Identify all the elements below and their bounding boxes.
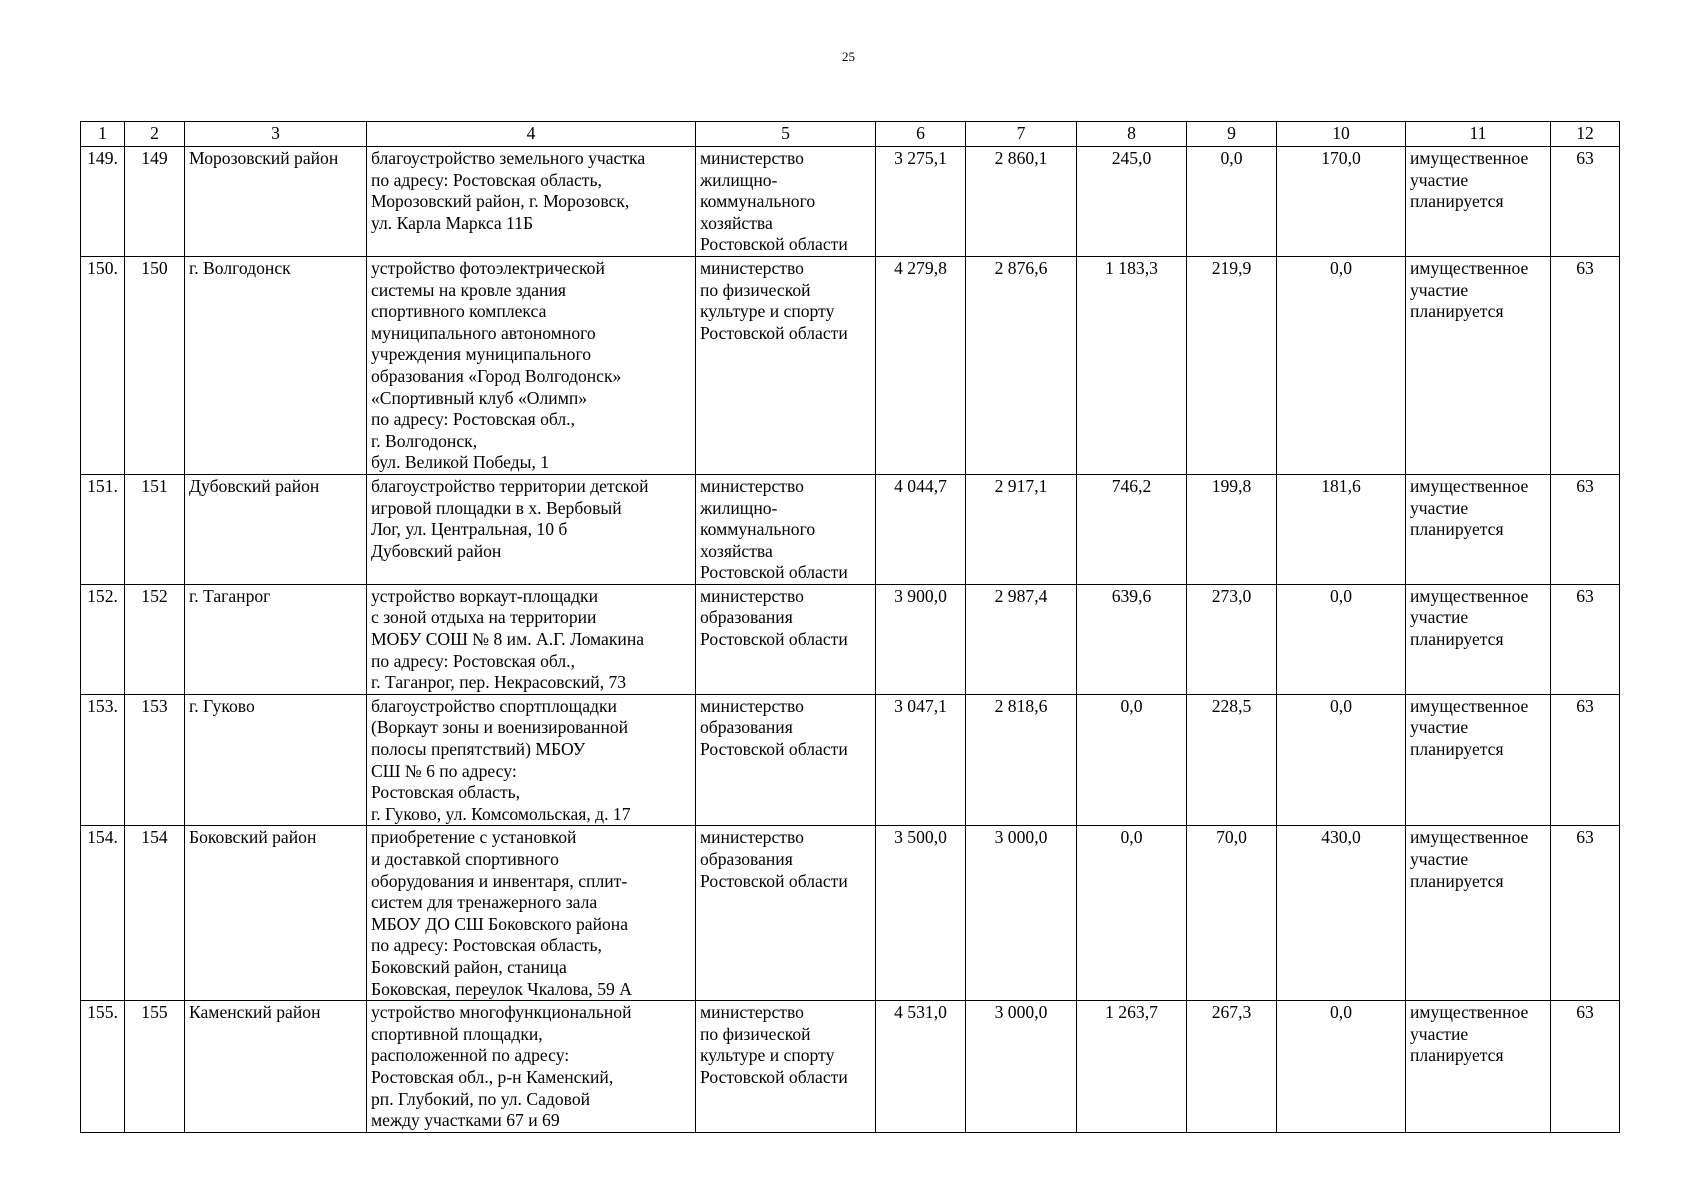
ministry-cell (696, 474, 876, 584)
ministry-cell-line: министерство (700, 1002, 804, 1023)
participation-cell (1406, 826, 1551, 1001)
object-cell-line: устройство многофункциональной (371, 1002, 632, 1023)
object-cell-line: благоустройство спортплощадки (371, 695, 617, 716)
participation-cell-line: имущественное (1410, 475, 1529, 496)
ministry-cell-line: образования (700, 607, 793, 628)
value-col6-cell: 3 275,1 (876, 147, 966, 257)
object-cell-line: бул. Великой Победы, 1 (371, 452, 550, 473)
value-col9-cell: 273,0 (1187, 584, 1277, 694)
table-row (81, 826, 1620, 1001)
value-col7-cell: 3 000,0 (966, 826, 1077, 1001)
value-col6-cell: 4 279,8 (876, 256, 966, 474)
value-col7-cell: 2 876,6 (966, 256, 1077, 474)
participation-cell-line: имущественное (1410, 585, 1529, 606)
value-col9-cell: 199,8 (1187, 474, 1277, 584)
municipality-cell: г. Волгодонск (185, 256, 367, 474)
participation-cell-line: планируется (1410, 191, 1504, 212)
value-col9-cell: 219,9 (1187, 256, 1277, 474)
object-cell-line: системы на кровле здания (371, 279, 567, 300)
participation-cell-line: планируется (1410, 629, 1504, 650)
row-index-cell: 149. (81, 147, 125, 257)
column-header: 3 (185, 122, 367, 147)
object-cell-line: г. Волгодонск, (371, 430, 478, 451)
row-index-cell: 155. (81, 1001, 125, 1133)
row-index-cell: 150. (81, 256, 125, 474)
ministry-cell-line: хозяйства (700, 212, 773, 233)
object-cell-line: систем для тренажерного зала (371, 892, 598, 913)
value-col12-cell: 63 (1551, 826, 1620, 1001)
value-col12-cell: 63 (1551, 1001, 1620, 1133)
value-col10-cell: 181,6 (1277, 474, 1406, 584)
value-col10-cell: 0,0 (1277, 1001, 1406, 1133)
row-index-cell: 153. (81, 694, 125, 826)
ministry-cell (696, 694, 876, 826)
municipality-cell: Каменский район (185, 1001, 367, 1133)
object-cell (367, 147, 696, 257)
ministry-cell-line: министерство (700, 148, 804, 168)
value-col8-cell: 746,2 (1077, 474, 1187, 584)
object-cell-line: рп. Глубокий, по ул. Садовой (371, 1088, 591, 1109)
value-col6-cell: 3 500,0 (876, 826, 966, 1001)
object-cell-line: Морозовский район, г. Морозовск, (371, 191, 630, 212)
object-cell-line: по адресу: Ростовская область, (371, 935, 602, 956)
participation-cell (1406, 256, 1551, 474)
municipality-cell: г. Гуково (185, 694, 367, 826)
object-cell-line: Ростовская обл., р-н Каменский, (371, 1066, 614, 1087)
object-cell-line: Боковский район, станица (371, 956, 567, 977)
column-header: 5 (696, 122, 876, 147)
municipality-cell: Дубовский район (185, 474, 367, 584)
object-cell-line: полосы препятствий) МБОУ (371, 739, 586, 760)
participation-cell (1406, 1001, 1551, 1133)
object-cell-line: по адресу: Ростовская область, (371, 169, 602, 190)
object-cell-line: «Спортивный клуб «Олимп» (371, 387, 588, 408)
ministry-cell (696, 256, 876, 474)
ministry-cell-line: министерство (700, 695, 804, 716)
page-number: 25 (842, 49, 855, 64)
value-col7-cell: 3 000,0 (966, 1001, 1077, 1133)
value-col12-cell: 63 (1551, 694, 1620, 826)
value-col9-cell: 267,3 (1187, 1001, 1277, 1133)
row-number-cell: 152 (125, 584, 185, 694)
participation-cell (1406, 694, 1551, 826)
object-cell-line: МБОУ ДО СШ Боковского района (371, 913, 629, 934)
row-number-cell: 153 (125, 694, 185, 826)
participation-cell-line: планируется (1410, 1045, 1504, 1066)
object-cell-line: (Воркаут зоны и военизированной (371, 717, 629, 738)
table-body (81, 147, 1620, 1133)
row-number-cell: 150 (125, 256, 185, 474)
value-col6-cell: 4 044,7 (876, 474, 966, 584)
row-number-cell: 155 (125, 1001, 185, 1133)
object-cell-line: муниципального автономного (371, 322, 596, 343)
row-index-cell: 151. (81, 474, 125, 584)
ministry-cell-line: Ростовской области (700, 739, 848, 760)
ministry-cell-line: Ростовской области (700, 870, 848, 891)
row-index-cell: 152. (81, 584, 125, 694)
value-col8-cell: 639,6 (1077, 584, 1187, 694)
participation-cell-line: участие (1410, 169, 1469, 190)
value-col6-cell: 4 531,0 (876, 1001, 966, 1133)
value-col8-cell: 245,0 (1077, 147, 1187, 257)
ministry-cell-line: Ростовской области (700, 322, 848, 343)
column-header: 8 (1077, 122, 1187, 147)
participation-cell-line: планируется (1410, 870, 1504, 891)
column-header: 1 (81, 122, 125, 147)
ministry-cell-line: коммунального (700, 191, 816, 212)
value-col8-cell: 1 263,7 (1077, 1001, 1187, 1133)
column-header: 4 (367, 122, 696, 147)
participation-cell-line: планируется (1410, 519, 1504, 540)
object-cell-line: СШ № 6 по адресу: (371, 760, 517, 781)
value-col12-cell: 63 (1551, 474, 1620, 584)
object-cell-line: устройство воркаут-площадки (371, 585, 598, 606)
column-header: 7 (966, 122, 1077, 147)
participation-cell-line: имущественное (1410, 827, 1529, 848)
object-cell (367, 826, 696, 1001)
object-cell-line: благоустройство земельного участка (371, 148, 646, 168)
object-cell-line: с зоной отдыха на территории (371, 607, 597, 628)
column-header: 12 (1551, 122, 1620, 147)
object-cell-line: Боковская, переулок Чкалова, 59 А (371, 978, 632, 999)
participation-cell (1406, 474, 1551, 584)
object-cell-line: МОБУ СОШ № 8 им. А.Г. Ломакина (371, 629, 645, 650)
participation-cell (1406, 147, 1551, 257)
object-cell-line: приобретение с установкой (371, 827, 577, 848)
row-number-cell: 154 (125, 826, 185, 1001)
object-cell-line: благоустройство территории детской (371, 475, 649, 496)
ministry-cell (696, 584, 876, 694)
value-col10-cell: 170,0 (1277, 147, 1406, 257)
ministry-cell-line: Ростовской области (700, 562, 848, 583)
value-col8-cell: 0,0 (1077, 826, 1187, 1001)
value-col7-cell: 2 818,6 (966, 694, 1077, 826)
value-col6-cell: 3 047,1 (876, 694, 966, 826)
participation-cell-line: планируется (1410, 301, 1504, 322)
participation-cell-line: участие (1410, 279, 1469, 300)
table-row (81, 256, 1620, 474)
object-cell-line: г. Таганрог, пер. Некрасовский, 73 (371, 672, 627, 693)
object-cell (367, 1001, 696, 1133)
value-col10-cell: 0,0 (1277, 694, 1406, 826)
ministry-cell-line: по физической (700, 1023, 811, 1044)
value-col9-cell: 0,0 (1187, 147, 1277, 257)
value-col7-cell: 2 860,1 (966, 147, 1077, 257)
object-cell-line: Ростовская область, (371, 782, 521, 803)
value-col12-cell: 63 (1551, 147, 1620, 257)
object-cell-line: ул. Карла Маркса 11Б (371, 212, 534, 233)
ministry-cell (696, 826, 876, 1001)
value-col9-cell: 70,0 (1187, 826, 1277, 1001)
participation-cell-line: участие (1410, 1023, 1469, 1044)
column-header: 10 (1277, 122, 1406, 147)
object-cell-line: спортивного комплекса (371, 301, 547, 322)
object-cell (367, 474, 696, 584)
value-col12-cell: 63 (1551, 256, 1620, 474)
table-row (81, 1001, 1620, 1133)
participation-cell (1406, 584, 1551, 694)
object-cell-line: игровой площадки в х. Вербовый (371, 497, 622, 518)
ministry-cell-line: образования (700, 717, 793, 738)
municipality-cell: г. Таганрог (185, 584, 367, 694)
column-header: 9 (1187, 122, 1277, 147)
municipality-cell: Боковский район (185, 826, 367, 1001)
object-cell-line: по адресу: Ростовская обл., (371, 409, 575, 430)
ministry-cell-line: Ростовской области (700, 629, 848, 650)
ministry-cell-line: министерство (700, 827, 804, 848)
row-number-cell: 149 (125, 147, 185, 257)
ministry-cell-line: образования (700, 849, 793, 869)
column-header: 6 (876, 122, 966, 147)
table-row (81, 694, 1620, 826)
participation-cell-line: участие (1410, 497, 1469, 518)
participation-cell-line: имущественное (1410, 695, 1529, 716)
ministry-cell-line: по физической (700, 279, 811, 300)
municipality-cell: Морозовский район (185, 147, 367, 257)
object-cell (367, 256, 696, 474)
ministry-cell-line: коммунального (700, 519, 816, 540)
object-cell-line: учреждения муниципального (371, 344, 592, 365)
value-col8-cell: 0,0 (1077, 694, 1187, 826)
ministry-cell-line: Ростовской области (700, 1066, 848, 1087)
row-number-cell: 151 (125, 474, 185, 584)
value-col7-cell: 2 987,4 (966, 584, 1077, 694)
ministry-cell-line: министерство (700, 257, 804, 278)
table-row (81, 474, 1620, 584)
value-col9-cell: 228,5 (1187, 694, 1277, 826)
object-cell-line: оборудования и инвентаря, сплит- (371, 870, 628, 891)
participation-cell-line: участие (1410, 607, 1469, 628)
object-cell-line: спортивной площадки, (371, 1023, 543, 1044)
value-col7-cell: 2 917,1 (966, 474, 1077, 584)
value-col8-cell: 1 183,3 (1077, 256, 1187, 474)
row-index-cell: 154. (81, 826, 125, 1001)
ministry-cell-line: культуре и спорту (700, 301, 835, 322)
object-cell (367, 694, 696, 826)
value-col6-cell: 3 900,0 (876, 584, 966, 694)
data-table (80, 121, 1620, 1133)
column-header: 11 (1406, 122, 1551, 147)
object-cell-line: и доставкой спортивного (371, 849, 559, 869)
column-header: 2 (125, 122, 185, 147)
ministry-cell (696, 147, 876, 257)
participation-cell-line: имущественное (1410, 257, 1529, 278)
value-col12-cell: 63 (1551, 584, 1620, 694)
ministry-cell-line: жилищно- (700, 169, 778, 190)
value-col10-cell: 0,0 (1277, 584, 1406, 694)
ministry-cell-line: хозяйства (700, 540, 773, 561)
participation-cell-line: участие (1410, 849, 1469, 869)
object-cell-line: по адресу: Ростовская обл., (371, 650, 575, 671)
ministry-cell (696, 1001, 876, 1133)
ministry-cell-line: культуре и спорту (700, 1045, 835, 1066)
participation-cell-line: имущественное (1410, 148, 1529, 168)
participation-cell-line: планируется (1410, 739, 1504, 760)
value-col10-cell: 0,0 (1277, 256, 1406, 474)
object-cell-line: Лог, ул. Центральная, 10 б (371, 519, 568, 540)
object-cell-line: образования «Город Волгодонск» (371, 365, 622, 386)
ministry-cell-line: министерство (700, 475, 804, 496)
participation-cell-line: участие (1410, 717, 1469, 738)
ministry-cell-line: Ростовской области (700, 234, 848, 255)
ministry-cell-line: министерство (700, 585, 804, 606)
header-row (81, 122, 1620, 147)
table-row (81, 584, 1620, 694)
object-cell (367, 584, 696, 694)
table-row (81, 147, 1620, 257)
object-cell-line: г. Гуково, ул. Комсомольская, д. 17 (371, 803, 631, 824)
object-cell-line: устройство фотоэлектрической (371, 257, 605, 278)
object-cell-line: расположенной по адресу: (371, 1045, 570, 1066)
value-col10-cell: 430,0 (1277, 826, 1406, 1001)
object-cell-line: Дубовский район (371, 540, 502, 561)
ministry-cell-line: жилищно- (700, 497, 778, 518)
participation-cell-line: имущественное (1410, 1002, 1529, 1023)
object-cell-line: между участками 67 и 69 (371, 1110, 560, 1131)
